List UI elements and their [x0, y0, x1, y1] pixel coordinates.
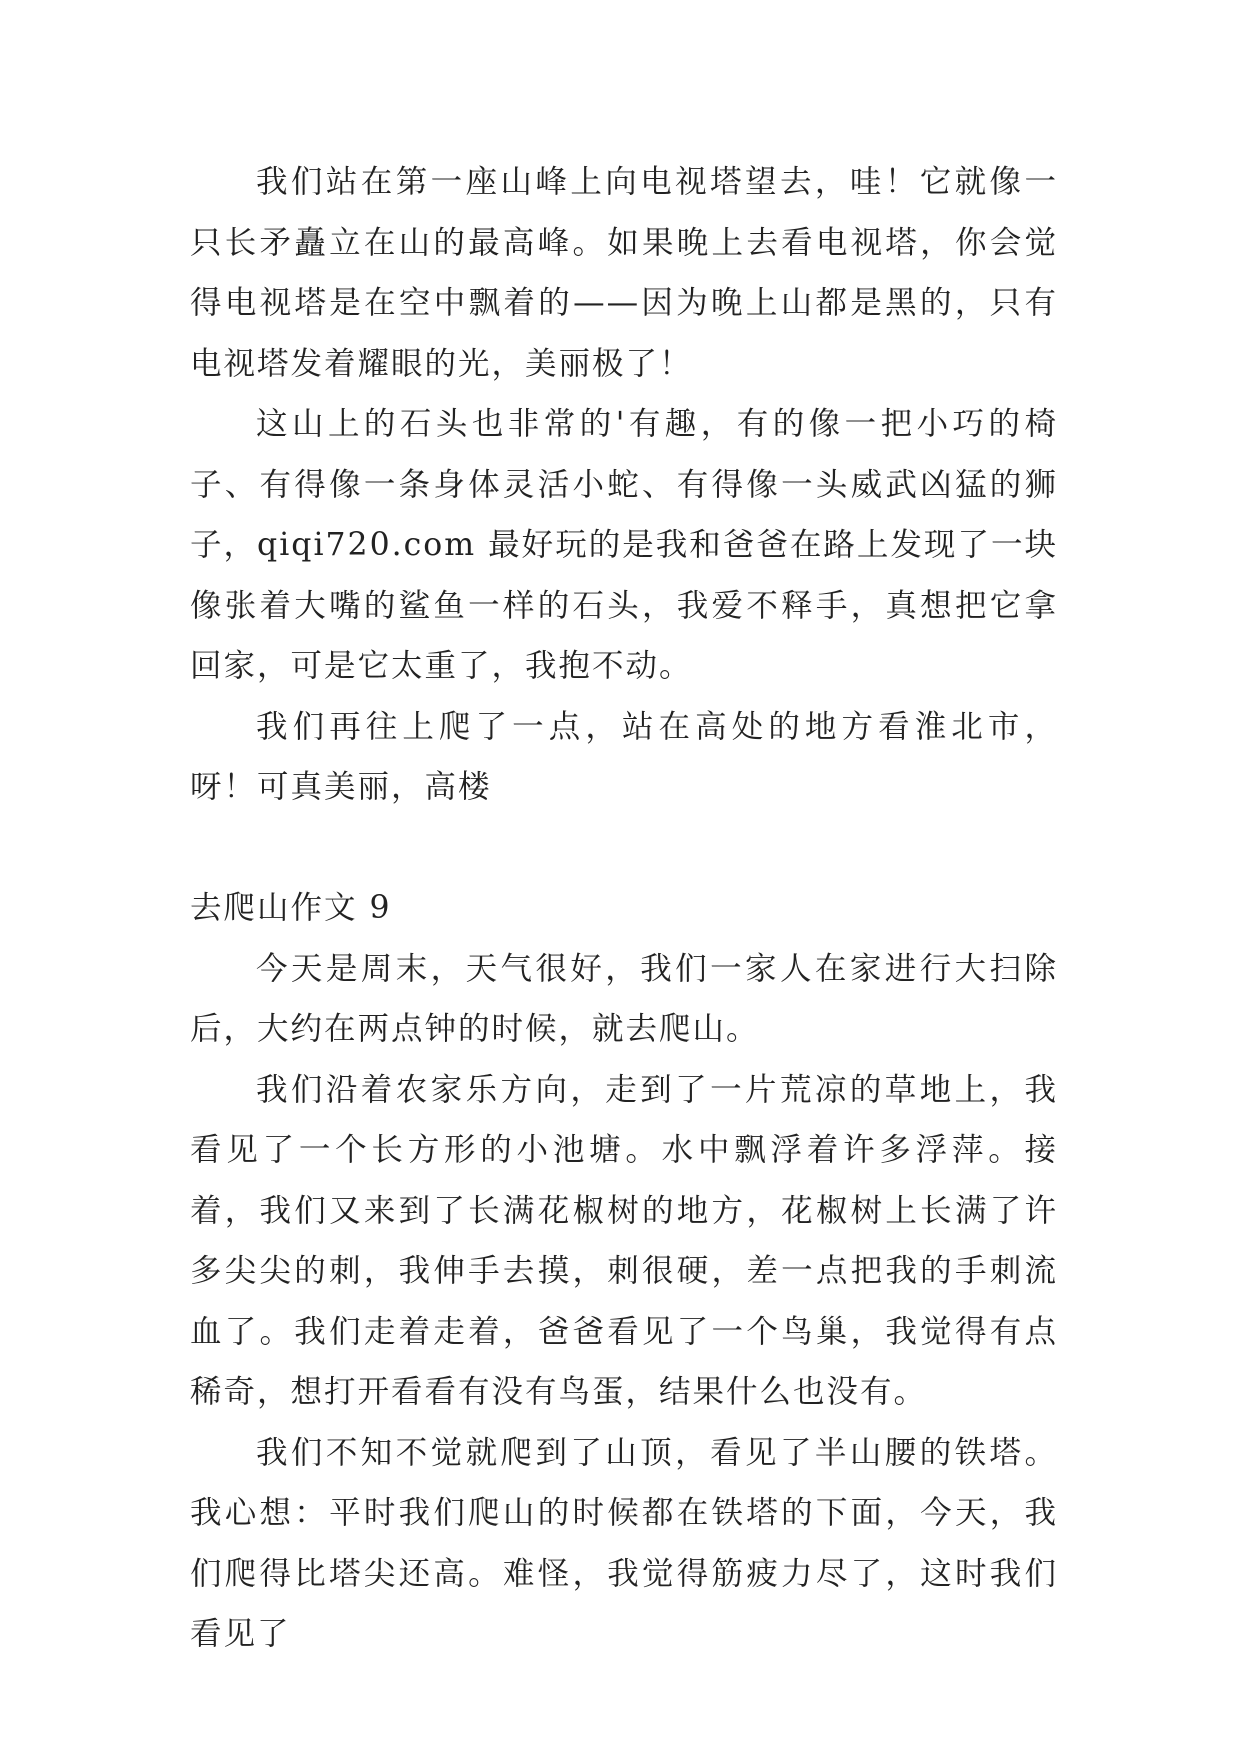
paragraph-view-city: 我们再往上爬了一点，站在高处的地方看淮北市，呀！可真美丽，高楼 — [190, 708, 1058, 805]
paragraph-stones: 这山上的石头也非常的'有趣，有的像一把小巧的椅子、有得像一条身体灵活小蛇、有得像一头威武凶猛的狮子，qiqi720.com 最好玩的是我和爸爸在路上发现了一块像张着大嘴的鲨鱼一样的石头，我爱不释手，真想把它拿回家，可是它太重了，我抱不动。 — [190, 406, 1058, 684]
section-title: 去爬山作文 9 — [190, 890, 392, 926]
paragraph-summit: 我们不知不觉就爬到了山顶，看见了半山腰的铁塔。我心想：平时我们爬山的时候都在铁塔的下面，今天，我们爬得比塔尖还高。难怪，我觉得筋疲力尽了，这时我们看见了 — [190, 1434, 1058, 1652]
document-body — [190, 152, 1058, 1665]
section-spacer — [190, 818, 1058, 879]
paragraph-farm-path: 我们沿着农家乐方向，走到了一片荒凉的草地上，我看见了一个长方形的小池塘。水中飘浮着许多浮萍。接着，我们又来到了长满花椒树的地方，花椒树上长满了许多尖尖的刺，我伸手去摸，刺很硬，差一点把我的手刺流血了。我们走着走着，爸爸看见了一个鸟巢，我觉得有点稀奇，想打开看看有没有鸟蛋，结果什么也没有。 — [190, 1071, 1058, 1410]
paragraph-weekend: 今天是周末，天气很好，我们一家人在家进行大扫除后，大约在两点钟的时候，就去爬山。 — [190, 950, 1058, 1047]
paragraph-tv-tower: 我们站在第一座山峰上向电视塔望去，哇！它就像一只长矛矗立在山的最高峰。如果晚上去看电视塔，你会觉得电视塔是在空中飘着的——因为晚上山都是黑的，只有电视塔发着耀眼的光，美丽极了！ — [190, 164, 1058, 382]
